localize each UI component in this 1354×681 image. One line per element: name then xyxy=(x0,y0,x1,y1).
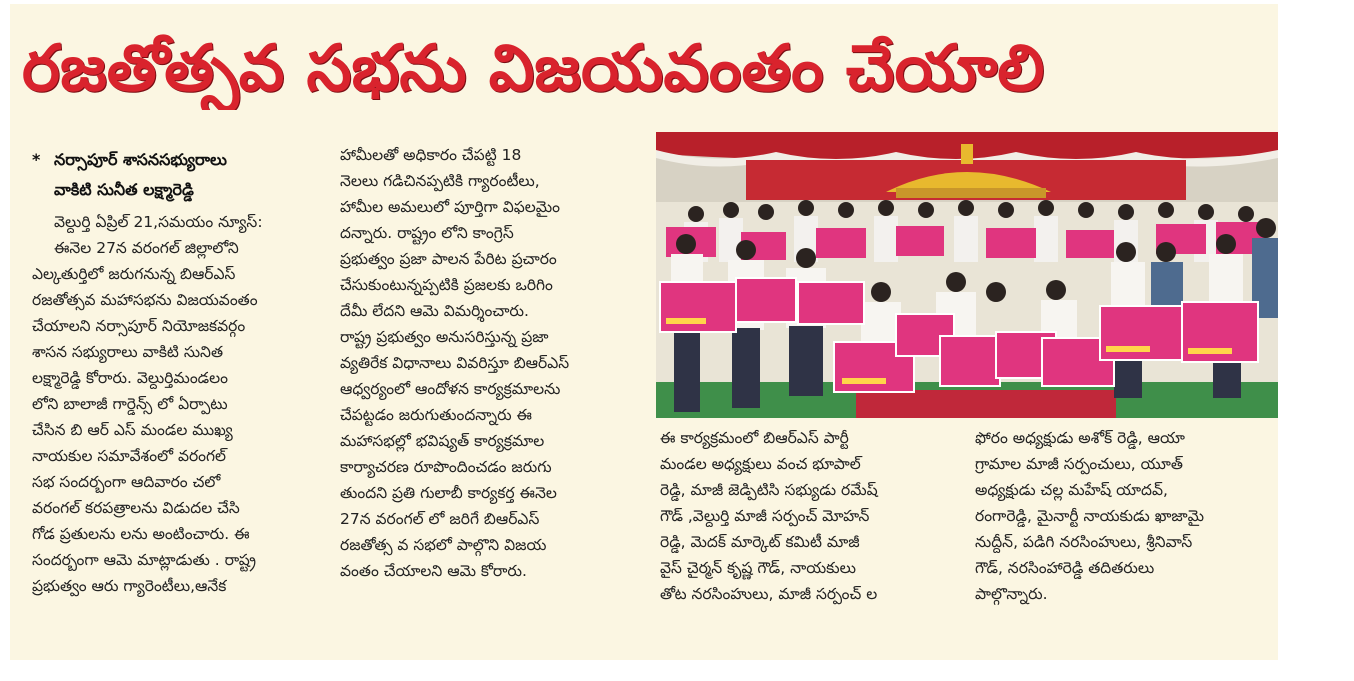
text-line: రంగారెడ్డి, మైనార్టీ నాయకుడు ఖాజామై xyxy=(975,507,1205,525)
text-line: చేసుకుంటున్నప్పటికి ప్రజలకు ఒరిగిం xyxy=(340,276,553,294)
text-line: ఈ కార్యక్రమంలో బిఆర్ఎస్ పార్టీ xyxy=(660,429,849,447)
column-4-body xyxy=(975,425,1275,607)
subheading-line-2: వాకిటి సునీత లక్ష్మారెడ్డి xyxy=(54,180,194,199)
text-line: వ్యతిరేక విధానాలు వివరిస్తూ బిఆర్ఎస్ xyxy=(340,354,570,372)
text-line: సందర్బంగా ఆమె మాట్లాడుతు . రాష్ట్ర xyxy=(32,551,257,569)
subheading-line-1: నర్సాపూర్ శాసనసభ్యురాలు xyxy=(54,150,227,169)
text-line: చేసిన బి ఆర్ ఎస్ మండల ముఖ్య xyxy=(32,421,233,439)
headline: రజతోత్సవ సభను విజయవంతం చేయాలి xyxy=(22,32,1045,106)
text-line: దేమీ లేదని ఆమె విమర్శించారు. xyxy=(340,302,529,320)
text-line: నాయకుల సమావేశంలో వరంగల్ xyxy=(32,447,227,465)
text-line: లక్ష్మారెడ్డి కోరారు. వెల్దుర్తిమండలం xyxy=(32,369,228,387)
text-line: గౌడ్, నరసింహారెడ్డి తదితరులు xyxy=(975,559,1155,577)
text-line: తుందని ప్రతి గులాబీ కార్యకర్త ఈనెల xyxy=(340,484,557,502)
text-line: ప్రభుత్వం ప్రజా పాలన పేరిట ప్రచారం xyxy=(340,250,557,268)
article-column-2 xyxy=(340,142,640,584)
article-column-1 xyxy=(32,145,327,599)
text-line: శాసన సభ్యురాలు వాకిటి సునిత xyxy=(32,343,224,361)
text-line: హామీల అమలులో పూర్తిగా విఫలమైం xyxy=(340,198,561,216)
subheading-bullet: * xyxy=(32,150,41,169)
text-line: రెడ్డి, మాజీ జెడ్పిటిసి సభ్యుడు రమేష్ xyxy=(660,481,878,499)
text-line: ప్రభుత్వం ఆరు గ్యారెంటీలు,ఆనేక xyxy=(32,577,227,595)
text-line: తోట నరసింహులు, మాజీ సర్పంచ్ ల xyxy=(660,585,878,603)
article-column-3 xyxy=(660,425,960,607)
text-line: గోడ ప్రతులను లను అంటించారు. ఈ xyxy=(32,525,250,543)
text-line: సభ సందర్బంగా ఆదివారం చలో xyxy=(32,473,221,491)
text-line: రాష్ట్ర ప్రభుత్వం అనుసరిస్తున్న ప్రజా xyxy=(340,328,549,346)
text-line: వంతం చేయాలని ఆమె కోరారు. xyxy=(340,562,527,580)
subheading xyxy=(32,145,327,205)
text-line: రజతోత్స వ సభలో పాల్గొని విజయ xyxy=(340,536,547,554)
text-line: లోని బాలాజీ గార్డెన్స్ లో ఏర్పాటు xyxy=(32,395,228,413)
news-photo xyxy=(656,132,1278,418)
column-2-body xyxy=(340,142,640,584)
text-line: ఎల్కతుర్తిలో జరుగనున్న బిఆర్ఎస్ xyxy=(32,265,236,283)
text-line: ఆధ్వర్యంలో ఆందోళన కార్యక్రమాలను xyxy=(340,380,561,398)
text-line: చేయాలని నర్సాపూర్ నియోజకవర్గం xyxy=(32,317,246,335)
text-line: గౌడ్ ,వెల్దుర్తి మాజీ సర్పంచ్ మోహన్ xyxy=(660,507,870,525)
text-line: మహాసభల్లో భవిష్యత్ కార్యక్రమాల xyxy=(340,432,545,450)
article-column-4 xyxy=(975,425,1275,607)
column-1-body xyxy=(32,209,327,599)
text-line: కార్యాచరణ రూపొందించడం జరుగు xyxy=(340,458,552,476)
text-line: ఈనెల 27న వరంగల్ జిల్లాలోని xyxy=(54,239,239,257)
text-line: వైస్ చైర్మన్ కృష్ణ గౌడ్, నాయకులు xyxy=(660,559,856,577)
text-line: వరంగల్ కరపత్రాలను విడుదల చేసి xyxy=(32,499,240,517)
text-line: మండల అధ్యక్షులు వంచ భూపాల్ xyxy=(660,455,861,473)
text-line: హామీలతో అధికారం చేపట్టి 18 xyxy=(340,146,522,164)
text-line: ఫోరం అధ్యక్షుడు అశోక్ రెడ్డి, ఆయా xyxy=(975,429,1185,447)
text-line: పాల్గొన్నారు. xyxy=(975,585,1048,603)
text-line: దన్నారు. రాష్ట్రం లోని కాంగ్రెస్ xyxy=(340,224,514,242)
photo-illustration xyxy=(656,132,1278,418)
text-line: వెల్దుర్తి ఏప్రిల్ 21,సమయం న్యూస్: xyxy=(54,213,263,231)
text-line: రెడ్డి, మెదక్ మార్కెట్ కమిటీ మాజీ xyxy=(660,533,860,551)
text-line: అధ్యక్షుడు చల్ల మహేష్ యాదవ్, xyxy=(975,481,1168,499)
text-line: 27న వరంగల్ లో జరిగే బిఆర్ఎస్ xyxy=(340,510,540,528)
text-line: నెలలు గడిచినప్పటికి గ్యారంటీలు, xyxy=(340,172,540,190)
text-line: చేపట్టడం జరుగుతుందన్నారు ఈ xyxy=(340,406,532,424)
text-line: నుద్దీన్, పడిగి నరసింహులు, శ్రీనివాస్ xyxy=(975,533,1193,551)
text-line: గ్రామాల మాజీ సర్పంచులు, యూత్ xyxy=(975,455,1183,473)
text-line: రజతోత్సవ మహాసభను విజయవంతం xyxy=(32,291,258,309)
column-3-body xyxy=(660,425,960,607)
